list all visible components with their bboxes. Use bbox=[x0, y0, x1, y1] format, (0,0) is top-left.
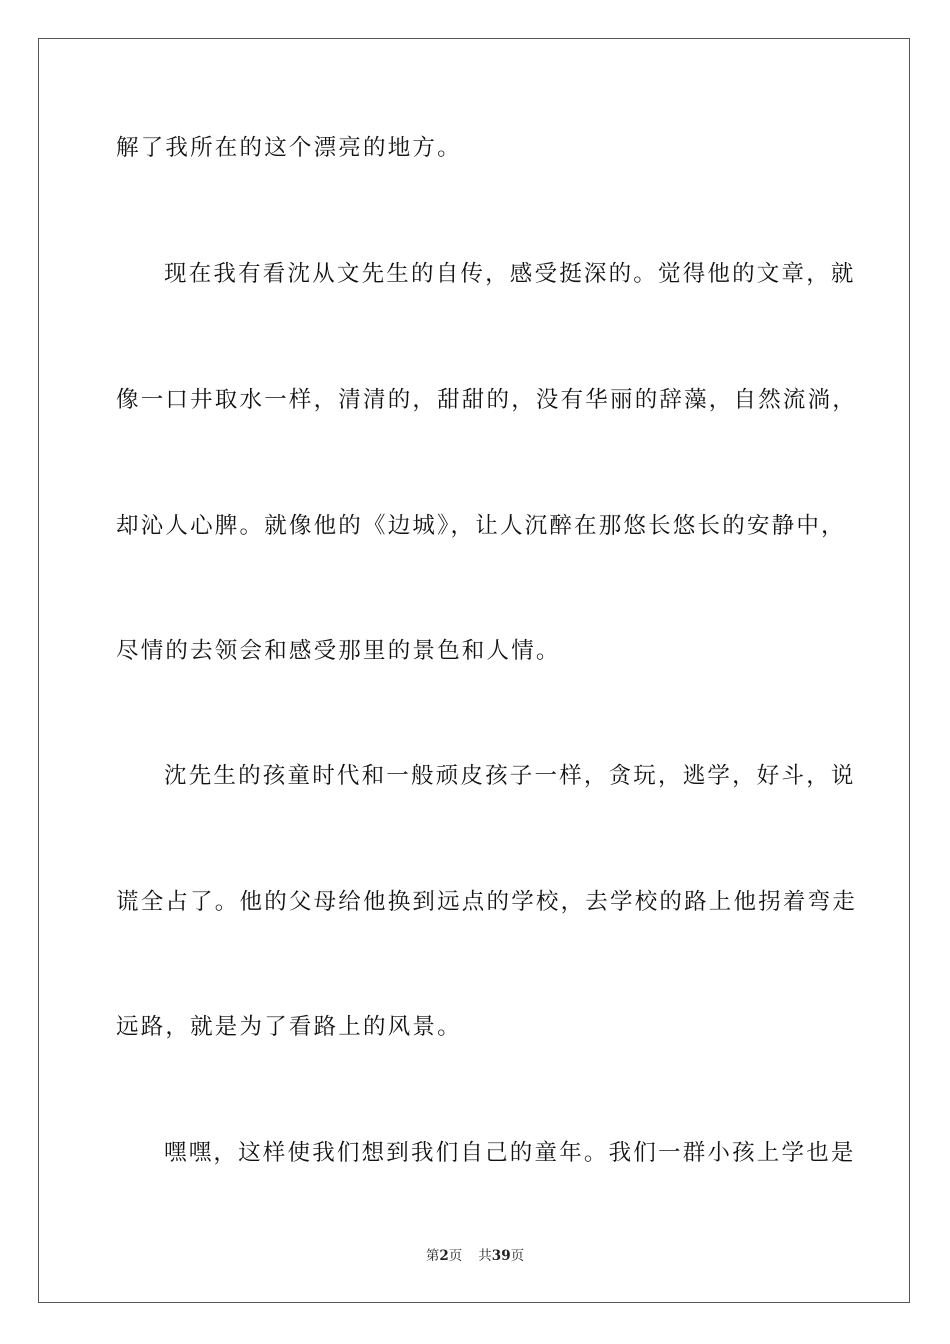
footer-page-unit: 页 bbox=[448, 1248, 463, 1264]
total-page-count: 39 bbox=[491, 1248, 511, 1264]
current-page-number: 2 bbox=[439, 1248, 449, 1264]
paragraph-line: 却沁人心脾。就像他的《边城》，让人沉醉在那悠长悠长的安静中， bbox=[116, 513, 846, 539]
footer-prefix: 第 bbox=[425, 1248, 440, 1264]
paragraph-line: 沈先生的孩童时代和一般顽皮孩子一样，贪玩，逃学，好斗，说 bbox=[164, 763, 856, 789]
paragraph-line: 像一口井取水一样，清清的，甜甜的，没有华丽的辞藻，自然流淌， bbox=[116, 387, 858, 413]
paragraph-line: 谎全占了。他的父母给他换到远点的学校，去学校的路上他拐着弯走 bbox=[116, 889, 858, 915]
footer-total-unit: 页 bbox=[510, 1248, 525, 1264]
paragraph-line: 尽情的去领会和感受那里的景色和人情。 bbox=[116, 638, 561, 664]
page-footer bbox=[0, 1244, 950, 1264]
paragraph-line: 嘿嘿，这样使我们想到我们自己的童年。我们一群小孩上学也是 bbox=[164, 1140, 856, 1166]
paragraph-line: 现在我有看沈从文先生的自传，感受挺深的。觉得他的文章，就 bbox=[164, 261, 856, 287]
paragraph-line: 解了我所在的这个漂亮的地方。 bbox=[116, 135, 462, 161]
footer-total-prefix: 共 bbox=[478, 1248, 492, 1264]
paragraph-line: 远路，就是为了看路上的风景。 bbox=[116, 1014, 462, 1040]
page-frame bbox=[38, 38, 910, 1303]
